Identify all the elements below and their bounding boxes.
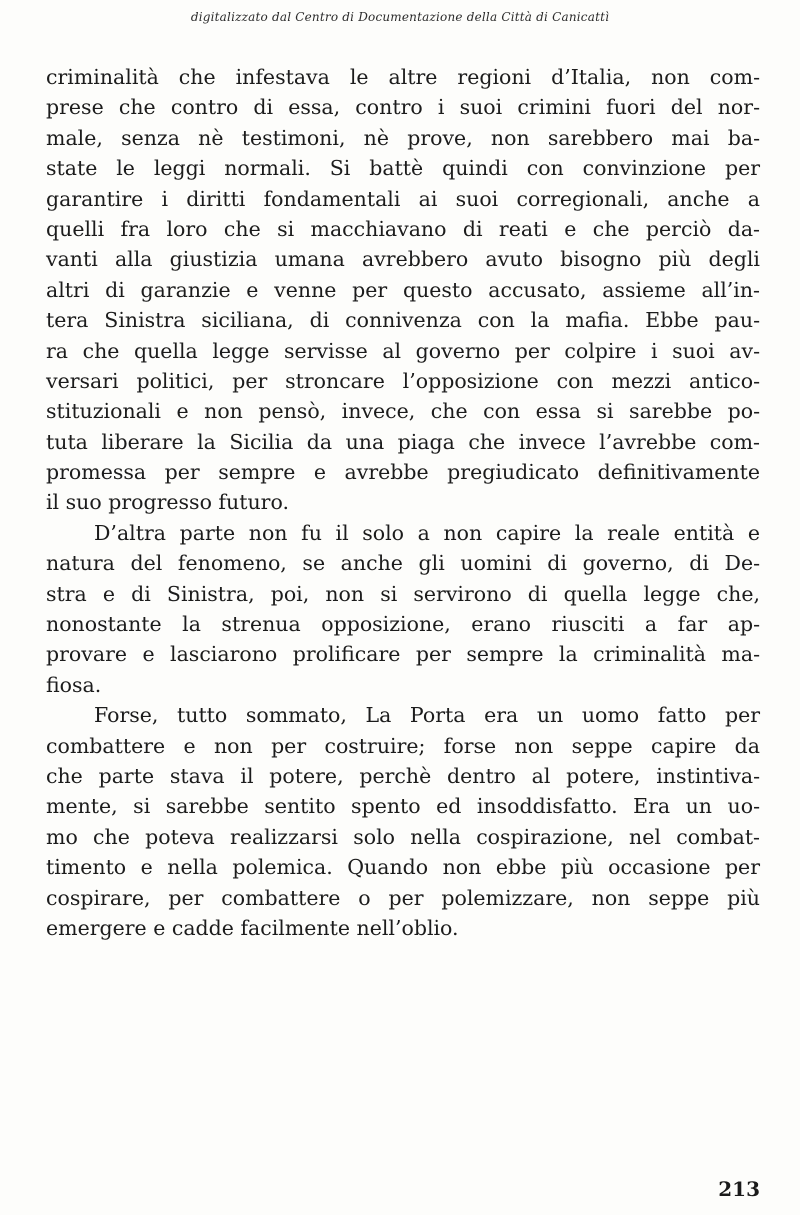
text-line: criminalità che infestava le altre regioni d’Italia, non com- [46,65,760,89]
text-line: prese che contro di essa, contro i suoi crimini fuori del nor- [46,95,760,120]
text-line: che parte stava il potere, perchè dentro al potere, instintiva- [46,763,760,788]
text-line: emergere e cadde facilmente nell’oblio. [46,915,459,940]
paragraph [46,700,760,943]
text-line: tera Sinistra siciliana, di connivenza con la mafia. Ebbe pau- [46,308,760,333]
paragraph [46,518,760,700]
text-line: natura del fenomeno, se anche gli uomini di governo, di De- [46,551,760,576]
body-text [46,62,760,943]
text-line: nonostante la strenua opposizione, erano riusciti a far ap- [46,612,760,637]
digitization-watermark: digitalizzato dal Centro di Documentazione della Città di Canicattì [190,10,610,24]
text-line: quelli fra loro che si macchiavano di reati e che perciò da- [46,216,760,241]
page-number: 213 [718,1177,760,1201]
text-line: ra che quella legge servisse al governo per colpire i suoi av- [46,338,760,363]
text-line: altri di garanzie e venne per questo accusato, assieme all’in- [46,277,760,302]
text-line: versari politici, per stroncare l’opposizione con mezzi antico- [46,368,760,393]
text-line: stra e di Sinistra, poi, non si servirono di quella legge che, [46,581,760,606]
text-line: D’altra parte non fu il solo a non capire la reale entità e [94,520,760,545]
text-line: vanti alla giustizia umana avrebbero avuto bisogno più degli [46,247,760,272]
text-line: tuta liberare la Sicilia da una piaga che invece l’avrebbe com- [46,429,760,454]
text-line: il suo progresso futuro. [46,490,289,515]
text-line: combattere e non per costruire; forse non seppe capire da [46,733,760,758]
text-line: cospirare, per combattere o per polemizzare, non seppe più [46,885,760,910]
text-line: stituzionali e non pensò, invece, che con essa si sarebbe po- [46,399,760,424]
text-line: state le leggi normali. Si battè quindi con convinzione per [46,156,760,181]
paragraph [46,62,760,518]
text-line: garantire i diritti fondamentali ai suoi corregionali, anche a [46,186,760,211]
text-line: Forse, tutto sommato, La Porta era un uomo fatto per [94,703,760,728]
text-line: provare e lasciarono prolificare per sempre la criminalità ma- [46,642,760,667]
text-line: mente, si sarebbe sentito spento ed insoddisfatto. Era un uo- [46,794,760,819]
text-line: mo che poteva realizzarsi solo nella cospirazione, nel combat- [46,824,760,849]
text-line: timento e nella polemica. Quando non ebbe più occasione per [46,855,760,880]
text-line: male, senza nè testimoni, nè prove, non sarebbero mai ba- [46,125,760,150]
text-line: promessa per sempre e avrebbe pregiudicato definitivamente [46,460,760,485]
text-line: fiosa. [46,672,102,697]
